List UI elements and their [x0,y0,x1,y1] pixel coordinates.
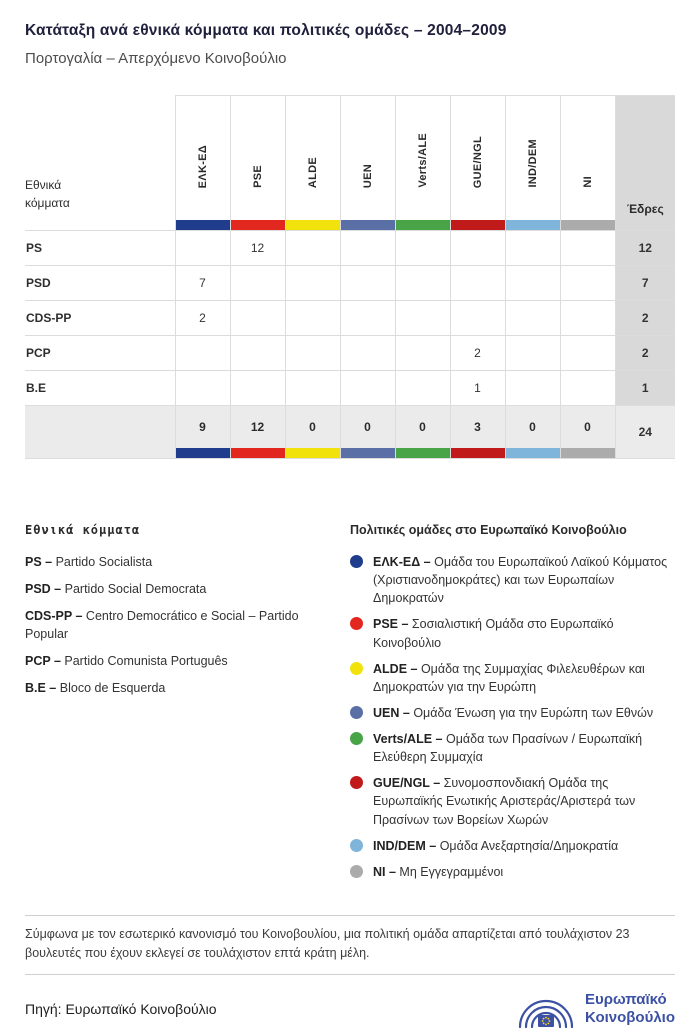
group-header-pse [230,96,285,231]
table-cell: 12 [230,231,285,266]
party-name: PCP [25,336,175,371]
party-row-pcp [25,336,675,371]
list-item: GUE/NGL – Συνομοσπονδιακή Ομάδα της Ευρωπαϊκής Ενωτικής Αριστεράς/Αριστερά των Πρασίνων των Βορείων Χωρών [350,774,675,828]
table-cell [340,231,395,266]
group-header-label: NI [581,176,594,188]
legend-color-dot [350,776,363,789]
group-color-bar [396,220,450,230]
row-header-label: Εθνικά κόμματα [25,178,70,210]
group-header-label: GUE/NGL [471,135,484,188]
group-color-bar [341,220,395,230]
group-header-ni [560,96,615,231]
logo-text: Ευρωπαϊκό Κοινοβούλιο [584,990,675,1026]
totals-empty-cell [25,406,175,459]
list-item: IND/DEM – Ομάδα Ανεξαρτησία/Δημοκρατία [350,837,675,855]
table-cell [505,266,560,301]
table-cell [560,266,615,301]
table-cell [395,301,450,336]
total-cell: 12 [230,406,285,459]
seats-cell: 2 [615,301,675,336]
seats-header-cell [615,96,675,231]
list-item: NI – Μη Εγγεγραμμένοι [350,863,675,881]
seats-cell: 1 [615,371,675,406]
group-header-label: Verts/ALE [416,133,429,188]
total-cell: 9 [175,406,230,459]
source-label: Πηγή: [25,1000,62,1017]
party-name: PSD [25,266,175,301]
table-cell [505,371,560,406]
group-color-bar [561,448,615,458]
table-cell [505,336,560,371]
table-cell [285,231,340,266]
group-color-bar [396,448,450,458]
seats-header-label: Έδρες [626,202,664,216]
table-cell [175,231,230,266]
group-header-label: UEN [361,163,374,188]
list-item: PCP – Partido Comunista Português [25,654,228,668]
list-item: CDS-PP – Centro Democrático e Social – Partido Popular [25,608,299,642]
table-cell [285,301,340,336]
group-header-label: PSE [251,165,264,188]
table-cell [285,371,340,406]
group-color-bar [176,448,230,458]
group-color-bar [451,448,505,458]
page-subtitle: Πορτογαλία – Απερχόμενο Κοινοβούλιο [25,50,287,67]
list-item: UEN – Ομάδα Ένωση για την Ευρώπη των Εθνών [350,704,675,722]
legends-section [25,523,675,889]
table-cell [395,336,450,371]
party-name: CDS-PP [25,301,175,336]
table-cell [395,371,450,406]
legend-color-dot [350,706,363,719]
group-header-elk-ed [175,96,230,231]
legend-color-dot [350,617,363,630]
party-row-psd [25,266,675,301]
party-row-cds-pp [25,301,675,336]
page-title: Κατάταξη ανά εθνικά κόμματα και πολιτικές ομάδες – 2004–2009 [25,22,507,39]
legend-color-dot [350,732,363,745]
group-header-ind-dem [505,96,560,231]
list-item: PSD – Partido Social Democrata [25,581,207,596]
seats-table [25,95,675,459]
table-cell [505,301,560,336]
group-color-bar [506,220,560,230]
party-name: PS [25,231,175,266]
legend-color-dot [350,865,363,878]
table-cell [395,231,450,266]
table-cell [285,336,340,371]
group-color-bar [176,220,230,230]
table-cell [340,336,395,371]
party-name: B.E [25,371,175,406]
groups-legend-title: Πολιτικές ομάδες στο Ευρωπαϊκό Κοινοβούλιο [350,523,627,537]
ep-hemicycle-icon [515,987,577,1031]
table-cell [285,266,340,301]
group-header-label: IND/DEM [526,139,539,188]
table-cell: 2 [450,336,505,371]
group-header-alde [285,96,340,231]
parties-legend-title: Εθνικά κόμματα [25,523,141,537]
totals-row [25,406,675,459]
party-row-be [25,371,675,406]
row-header-cell [25,96,175,231]
table-cell [230,371,285,406]
table-cell [340,301,395,336]
group-header-verts-ale [395,96,450,231]
total-seats-cell: 24 [615,406,675,459]
total-cell: 0 [560,406,615,459]
table-cell [395,266,450,301]
table-cell [560,301,615,336]
national-parties-legend [25,523,325,889]
table-cell [340,266,395,301]
list-item: PS – Partido Socialista [25,555,153,569]
group-color-bar [286,220,340,230]
group-header-label: ΕΛΚ-ΕΔ [196,144,209,188]
table-header-row [25,96,675,231]
group-color-bar [231,220,285,230]
group-color-bar [451,220,505,230]
seats-cell: 2 [615,336,675,371]
table-cell [175,371,230,406]
table-cell [450,301,505,336]
total-cell: 0 [340,406,395,459]
group-color-bar [286,448,340,458]
table-cell [230,336,285,371]
list-item: PSE – Σοσιαλιστική Ομάδα στο Ευρωπαϊκό Κοινοβούλιο [350,615,675,651]
seats-cell: 12 [615,231,675,266]
group-color-bar [341,448,395,458]
total-cell: 0 [395,406,450,459]
political-groups-legend [350,523,675,889]
source-line [25,1001,217,1017]
party-row-ps [25,231,675,266]
total-cell: 0 [285,406,340,459]
source-text: Ευρωπαϊκό Κοινοβούλιο [65,1000,217,1017]
legend-color-dot [350,555,363,568]
group-header-label: ALDE [306,156,319,188]
european-parliament-logo [515,987,675,1031]
table-cell [560,336,615,371]
table-cell: 1 [450,371,505,406]
table-cell [505,231,560,266]
list-item: ΕΛΚ-ΕΔ – Ομάδα του Ευρωπαϊκού Λαϊκού Κόμματος (Χριστιανοδημοκράτες) και των Ευρωπαίων Δημοκρατών [350,553,675,607]
footnote: Σύμφωνα με τον εσωτερικό κανονισμό του Κοινοβουλίου, μια πολιτική ομάδα απαρτίζεται από τουλάχιστον 23 βουλευτές που έχουν εκλεγεί σε τουλάχιστον επτά κράτη μέλη. [25,926,630,961]
group-header-gue-ngl [450,96,505,231]
list-item: Verts/ALE – Ομάδα των Πρασίνων / Ευρωπαϊκή Ελεύθερη Συμμαχία [350,730,675,766]
table-cell [230,266,285,301]
group-color-bar [506,448,560,458]
table-cell [560,371,615,406]
table-cell: 7 [175,266,230,301]
table-cell [340,371,395,406]
table-cell [450,266,505,301]
seats-cell: 7 [615,266,675,301]
group-color-bar [561,220,615,230]
total-cell: 3 [450,406,505,459]
legend-color-dot [350,839,363,852]
table-cell [230,301,285,336]
legend-color-dot [350,662,363,675]
list-item: B.E – Bloco de Esquerda [25,680,166,695]
list-item: ALDE – Ομάδα της Συμμαχίας Φιλελευθέρων και Δημοκρατών για την Ευρώπη [350,660,675,696]
group-header-uen [340,96,395,231]
table-cell [560,231,615,266]
table-cell: 2 [175,301,230,336]
table-cell [450,231,505,266]
group-color-bar [231,448,285,458]
table-cell [175,336,230,371]
total-cell: 0 [505,406,560,459]
